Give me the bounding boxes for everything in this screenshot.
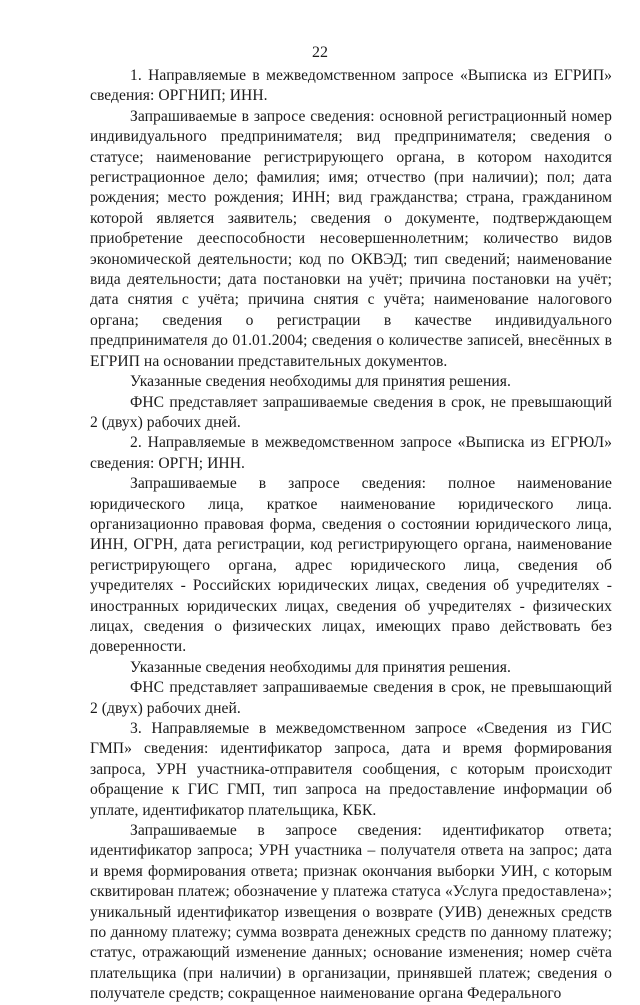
paragraph-5: 2. Направляемые в межведомственном запросе «Выписка из ЕГРЮЛ» сведения: ОРГН; ИНН. <box>90 434 612 472</box>
paragraph-1: 1. Направляемые в межведомственном запросе «Выписка из ЕГРИП» сведения: ОРГНИП; ИНН. <box>90 67 612 105</box>
paragraph-7: Указанные сведения необходимы для принятия решения. <box>130 658 511 676</box>
paragraph-6: Запрашиваемые в запросе сведения: полное наименование юридического лица, краткое наименование юридического лица. организационно правовая форма, сведения о состоянии юридического лица, ИНН, ОГРН, дата регистрации, код регистрирующего органа, наименование регистрирующего органа, адрес юридического лица, сведения об учредителях - Российских юридических лицах, сведения об учредителях - иностранных юридических лицах, сведения об учредителях - физических лицах, сведения о физических лицах, имеющих право действовать без доверенности. <box>90 475 612 656</box>
paragraph-8: ФНС представляет запрашиваемые сведения в срок, не превышающий 2 (двух) рабочих дней. <box>90 679 612 717</box>
paragraph-10: Запрашиваемые в запросе сведения: идентификатор ответа; идентификатор запроса; УРН участника – получателя ответа на запрос; дата и время формирования ответа; признак окончания выборки УИН, с которым сквитирован платеж; обозначение у платежа статуса «Услуга предоставлена»; уникальный идентификатор извещения о возврате (УИВ) денежных средств по данному платежу; сумма возврата денежных средств по данному платежу; статус, отражающий изменение данных; основание изменения; номер счёта плательщика (при наличии) в организации, принявшей платеж; сведения о получателе средств; сокращенное наименование органа Федерального <box>90 822 612 1003</box>
page-number: 22 <box>312 44 328 61</box>
paragraph-3: Указанные сведения необходимы для принятия решения. <box>130 373 511 391</box>
paragraph-9: 3. Направляемые в межведомственном запросе «Сведения из ГИС ГМП» сведения: идентификатор запроса, дата и время формирования запроса, УРН участника-отправителя сообщения, с которым происходит обращение к ГИС ГМП, тип запроса на предоставление информации об уплате, идентификатор плательщика, КБК. <box>90 720 612 819</box>
document-body <box>90 66 612 1005</box>
paragraph-4: ФНС представляет запрашиваемые сведения в срок, не превышающий 2 (двух) рабочих дней. <box>90 393 612 431</box>
paragraph-2: Запрашиваемые в запросе сведения: основной регистрационный номер индивидуального предпринимателя; вид предпринимателя; сведения о статусе; наименование регистрирующего органа, в котором находится регистрационное дело; фамилия; имя; отчество (при наличии); пол; дата рождения; место рождения; ИНН; вид гражданства; страна, гражданином которой является заявитель; сведения о документе, подтверждающем приобретение дееспособности несовершеннолетним; количество видов экономической деятельности; код по ОКВЭД; тип сведений; наименование вида деятельности; дата постановки на учёт; причина постановки на учёт; дата снятия с учёта; причина снятия с учёта; наименование налогового органа; сведения о регистрации в качестве индивидуального предпринимателя до 01.01.2004; сведения о количестве записей, внесённых в ЕГРИП на основании представительных документов. <box>90 107 612 370</box>
